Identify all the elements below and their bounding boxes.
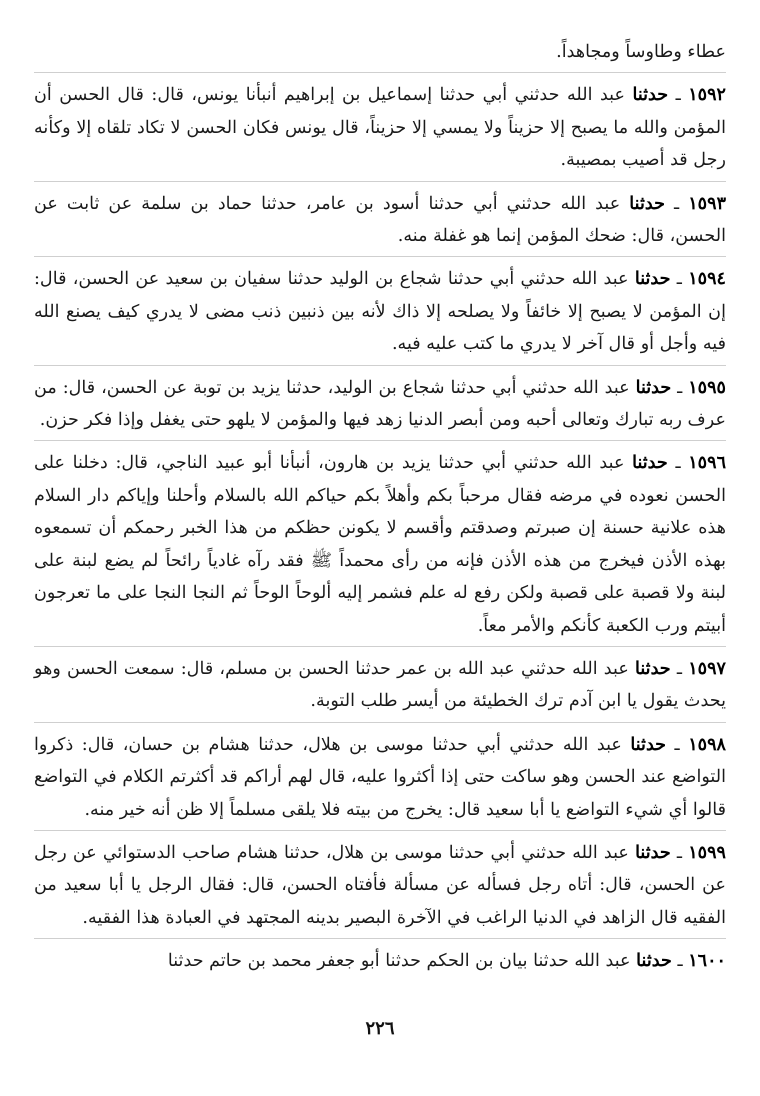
entry-keyword: حدثنا (635, 657, 671, 679)
entry-keyword: حدثنا (635, 841, 671, 863)
hadith-entry-1596 (34, 447, 726, 641)
entry-number: ١٥٩٩ (688, 841, 726, 863)
entry-text: عبد الله حدثني أبي حدثنا شجاع بن الوليد حدثنا سفيان بن سعيد عن الحسن، قال: إن المؤمن لا يصبح إلا خائفاً ولا يصلحه إلا ذاك لأنه بين ذنبين ذنب مضى لا يدري كيف يصنع الله فيه وأجل أو قال آخر لا يدري ما كتب عليه فيه. (34, 269, 726, 355)
entry-number: ١٥٩٤ (688, 268, 727, 290)
divider (34, 181, 726, 182)
entry-dash: ـ (674, 734, 680, 755)
entry-number: ١٥٩٨ (688, 733, 726, 755)
entry-dash: ـ (676, 842, 683, 863)
divider (34, 440, 726, 441)
entry-number: ١٥٩٥ (688, 376, 727, 398)
entry-text: عبد الله حدثنا بيان بن الحكم حدثنا أبو جعفر محمد بن حاتم حدثنا (167, 951, 631, 972)
entry-dash: ـ (677, 377, 683, 398)
hadith-entry-1594 (34, 263, 726, 360)
entry-dash: ـ (675, 453, 681, 474)
divider (34, 938, 726, 939)
entry-dash: ـ (674, 193, 680, 214)
entry-number: ١٥٩٦ (688, 452, 727, 474)
page-number: ٢٢٦ (365, 1018, 395, 1039)
hadith-entry-1600 (34, 945, 726, 977)
hadith-entry-1597 (34, 653, 726, 718)
entry-keyword: حدثنا (629, 192, 665, 214)
entry-keyword: حدثنا (630, 733, 667, 755)
divider (34, 256, 726, 257)
entry-text: عبد الله حدثني أبي حدثنا موسى بن هلال، حدثنا هشام صاحب الدستوائي عن رجل عن الحسن، قال: أتاه رجل فسأله عن مسألة فأفتاه الحسن، قال: فقال الرجل يا أبا سعيد من الفقيه قال الزاهد في الدنيا الراغب في الآخرة البصير بدينه المجتهد في العبادة هذا الفقيه. (34, 842, 726, 928)
entry-dash: ـ (677, 951, 683, 972)
entry-text: عبد الله حدثني أبي حدثنا موسى بن هلال، حدثنا هشام بن حسان، قال: ذكروا التواضع عند الحسن وهو ساكت حتى إذا أكثروا عليه، قال لهم أراكم قد أكثرتم الكلام في التواضع قالوا أي شيء التواضع يا أبا سعيد قال: يخرج من بيته فلا يلقى مسلماً إلا ظن أنه خير منه. (34, 734, 726, 820)
entry-number: ١٥٩٢ (688, 84, 727, 106)
hadith-entry-1592 (34, 79, 726, 176)
hadith-entry-1595 (34, 372, 726, 437)
entry-keyword: حدثنا (632, 84, 669, 106)
divider (34, 722, 726, 723)
divider (34, 72, 726, 73)
entry-text: عبد الله حدثني أبي حدثنا يزيد بن هارون، أنبأنا أبو عبيد الناجي، قال: دخلنا على الحسن نعوده في مرضه فقال مرحباً بكم وأهلاً بكم حياكم الله بالسلام وأحلنا وإياكم دار السلام هذه علانية حسنة إن صبرتم وصدقتم وأقسم لا يكونن حظكم من هذا الخبر رحمكم أن تسمعوه بهذه الأذن فيخرج من هذه الأذن فإنه من رأى محمداً ﷺ فقد رآه غادياً رائحاً لم يضع لبنة على لبنة ولا قصبة على قصبة ولكن رفع له علم فشمر إليه ألوحاً الوحاً ثم النجا النجا على ما تعرجون أبيتم ورب الكعبة كأنكم والأمر معاً. (34, 453, 726, 636)
entry-text: عبد الله حدثني عبد الله بن عمر حدثنا الحسن بن مسلم، قال: سمعت الحسن وهو يحدث يقول يا ابن آدم ترك الخطيئة من أيسر طلب التوبة. (34, 658, 726, 712)
entry-dash: ـ (676, 269, 682, 290)
divider (34, 646, 726, 647)
divider (34, 365, 726, 366)
hadith-entry-1599 (34, 837, 726, 934)
opening-line: عطاء وطاوساً ومجاهداً. (556, 42, 726, 62)
entry-keyword: حدثنا (636, 950, 672, 972)
entry-keyword: حدثنا (632, 452, 668, 474)
entry-number: ١٥٩٣ (688, 192, 727, 214)
entry-keyword: حدثنا (635, 376, 672, 398)
entry-text: عبد الله حدثني أبي حدثنا إسماعيل بن إبراهيم أنبأنا يونس، قال: قال الحسن أن المؤمن والله ما يصبح إلا حزيناً ولا يمسي إلا حزيناً، قال يونس فكان الحسن لا تكاد تلقاه إلا وكأنه رجل قد أصيب بمصيبة. (34, 85, 726, 171)
entry-dash: ـ (676, 658, 683, 679)
entry-keyword: حدثنا (634, 268, 671, 290)
entry-text: عبد الله حدثني أبي حدثنا أسود بن عامر، حدثنا حماد بن سلمة عن ثابت عن الحسن، قال: ضحك المؤمن إنما هو غفلة منه. (34, 193, 726, 247)
hadith-entry-1593 (34, 188, 726, 253)
hadith-entry-1598 (34, 729, 726, 826)
entry-number: ١٥٩٧ (688, 657, 726, 679)
page-body (34, 36, 726, 978)
entry-number: ١٦٠٠ (688, 950, 726, 972)
entry-text: عبد الله حدثني أبي حدثنا شجاع بن الوليد، حدثنا يزيد بن توبة عن الحسن، قال: من عرف ربه تبارك وتعالى أحبه ومن أبصر الدنيا زهد فيها والمؤمن لا يلهو حتى يغفل وإذا فكر حزن. (34, 377, 726, 431)
divider (34, 830, 726, 831)
entry-dash: ـ (675, 85, 681, 106)
